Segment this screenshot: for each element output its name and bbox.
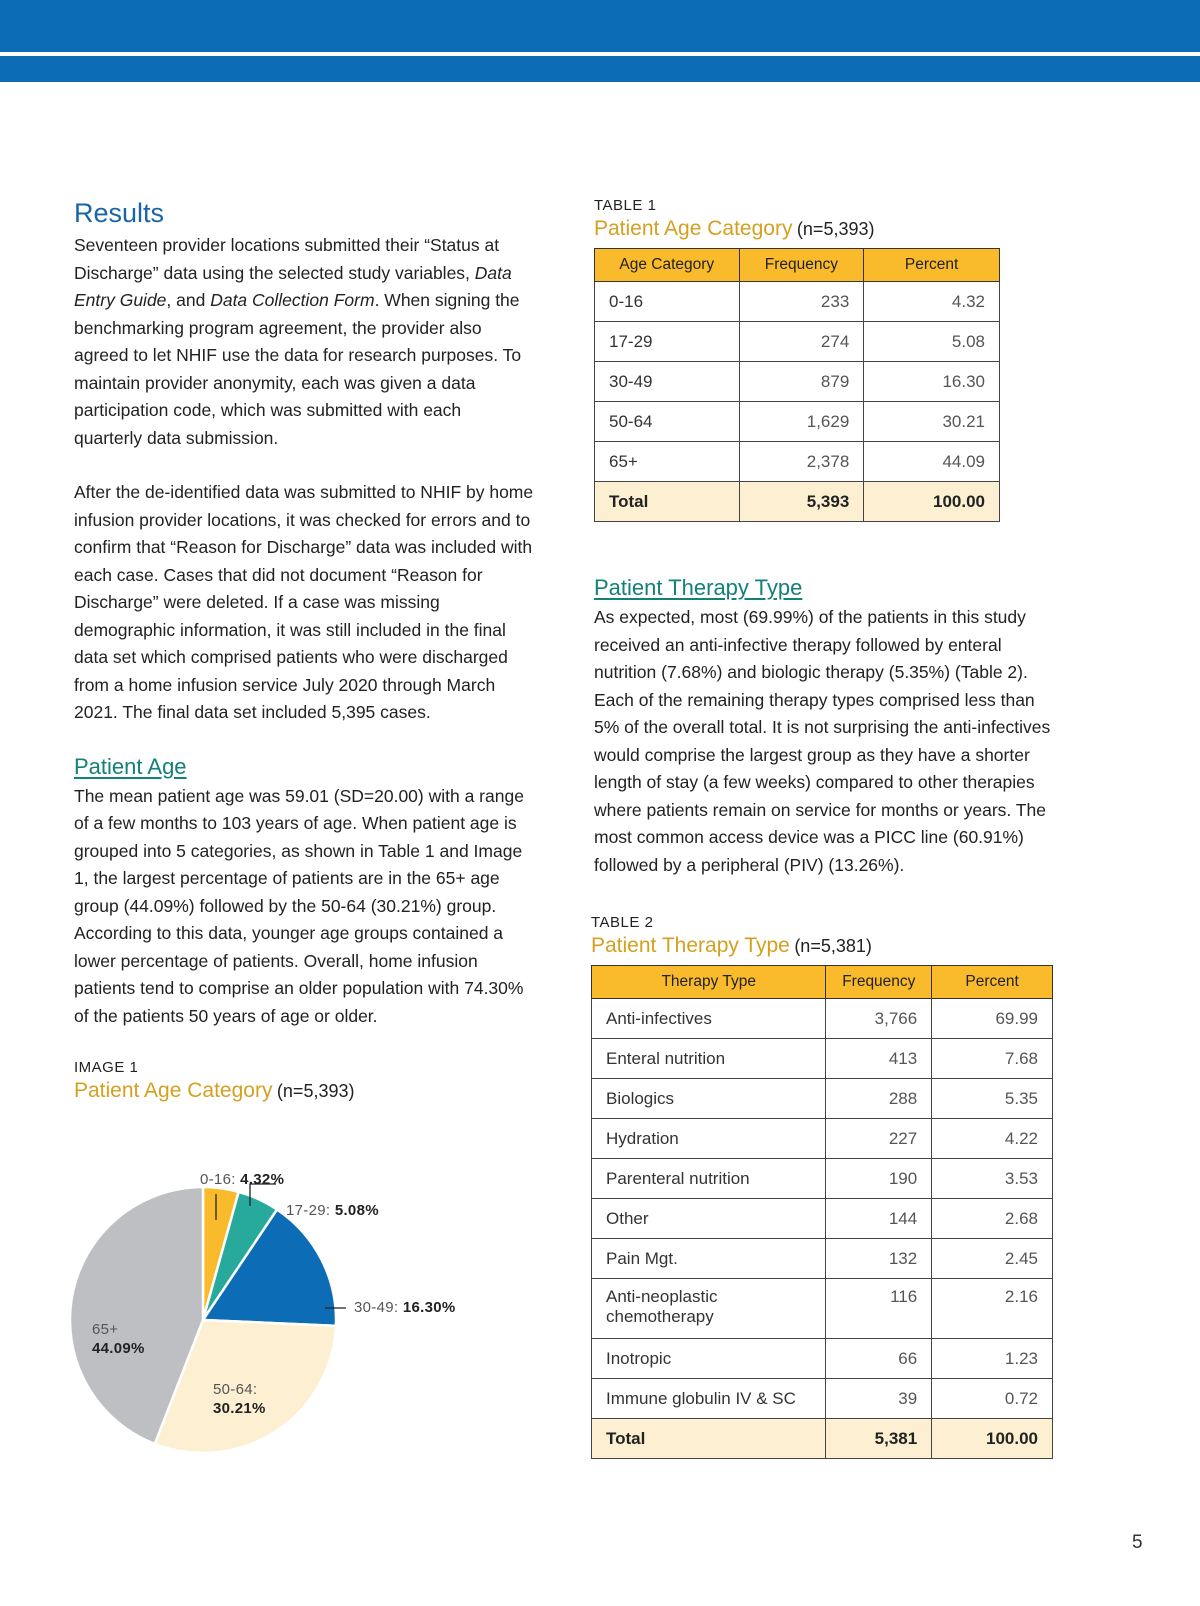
- results-paragraph-2: After the de-identified data was submitted to NHIF by home infusion provider locations, it was checked for errors and to confirm that “Reason for Discharge” data was included with each case. Cases that did not document “Reason for Discharge” were deleted. If a case was missing demographic information, it was still included in the final data set which comprised patients who were discharged from a home infusion service July 2020 through March 2021. The final data set included 5,395 cases.: [74, 482, 534, 722]
- table1-n: (n=5,393): [796, 219, 875, 239]
- table1-label: TABLE 1: [594, 197, 657, 214]
- table-cell: 144: [826, 1199, 932, 1239]
- age-pie-chart: [0, 1140, 600, 1470]
- table-cell: 17-29: [595, 322, 740, 362]
- table-cell: Total: [592, 1419, 826, 1459]
- pie-label-50-64: 50-64: 30.21%: [213, 1381, 266, 1417]
- table-row: [595, 362, 1000, 402]
- table-cell: 66: [826, 1339, 932, 1379]
- table-cell: Pain Mgt.: [592, 1239, 826, 1279]
- table-cell: 39: [826, 1379, 932, 1419]
- table-cell: Biologics: [592, 1079, 826, 1119]
- table-cell: Enteral nutrition: [592, 1039, 826, 1079]
- results-text-data-collection-form: Data Collection Form: [210, 290, 375, 310]
- table-row: [592, 1239, 1053, 1279]
- table1-header-percent: Percent: [864, 249, 1000, 282]
- table-row: [592, 1339, 1053, 1379]
- table-row: [592, 1279, 1053, 1339]
- table1-title: Patient Age Category: [594, 217, 793, 240]
- table-cell: 5.08: [864, 322, 1000, 362]
- table-cell: 5,381: [826, 1419, 932, 1459]
- table-cell: 879: [739, 362, 864, 402]
- results-heading: Results: [74, 198, 165, 228]
- table-row: [592, 1119, 1053, 1159]
- table-row: [595, 282, 1000, 322]
- table-cell: 16.30: [864, 362, 1000, 402]
- header-band: [0, 0, 1200, 52]
- table-cell: 132: [826, 1239, 932, 1279]
- table2-title: Patient Therapy Type: [591, 934, 790, 957]
- image1-title: Patient Age Category: [74, 1079, 273, 1102]
- table-cell: 288: [826, 1079, 932, 1119]
- patient-age-heading: Patient Age: [74, 753, 187, 779]
- table-cell: Hydration: [592, 1119, 826, 1159]
- table-cell: 3,766: [826, 999, 932, 1039]
- image1-caption: [74, 1058, 534, 1104]
- pie-label-30-49: 30-49: 16.30%: [354, 1299, 456, 1316]
- pie-label-65plus: 65+ 44.09%: [92, 1321, 145, 1357]
- table-cell: Immune globulin IV & SC: [592, 1379, 826, 1419]
- pie-label-0-16: 0-16: 4.32%: [200, 1171, 285, 1188]
- table2-header-percent: Percent: [932, 966, 1053, 999]
- table-row: [592, 1379, 1053, 1419]
- table-cell: 274: [739, 322, 864, 362]
- table2-header-row: [592, 966, 1053, 999]
- results-text-3: . When signing the benchmarking program agreement, the provider also agreed to let NHIF use the data for research purposes. To maintain provider anonymity, each was given a data participation code, which was submitted with each quarterly data submission.: [74, 290, 522, 448]
- table1-title-line: [594, 216, 1064, 242]
- table-row: [592, 1039, 1053, 1079]
- table-cell: 413: [826, 1039, 932, 1079]
- table-cell: 2.68: [932, 1199, 1053, 1239]
- table-row: [595, 402, 1000, 442]
- table2-header-therapy-type: Therapy Type: [592, 966, 826, 999]
- table-cell: Anti-neoplastic chemotherapy: [592, 1279, 826, 1339]
- table-row: [595, 322, 1000, 362]
- results-text-2: , and: [166, 290, 211, 310]
- page-number: 5: [1132, 1532, 1143, 1553]
- table-cell: 30.21: [864, 402, 1000, 442]
- table-cell: 1,629: [739, 402, 864, 442]
- table-cell: 0.72: [932, 1379, 1053, 1419]
- table2-total-row: [592, 1419, 1053, 1459]
- table-row: [592, 1159, 1053, 1199]
- table-row: [595, 442, 1000, 482]
- table-row: [592, 999, 1053, 1039]
- table-cell: 5,393: [739, 482, 864, 522]
- table1-header-frequency: Frequency: [739, 249, 864, 282]
- table-cell: 50-64: [595, 402, 740, 442]
- table-row: [592, 1079, 1053, 1119]
- table-cell: 7.68: [932, 1039, 1053, 1079]
- left-column: [74, 196, 534, 1104]
- table-cell: Other: [592, 1199, 826, 1239]
- table-cell: 69.99: [932, 999, 1053, 1039]
- table-row: [592, 1199, 1053, 1239]
- table-cell: 0-16: [595, 282, 740, 322]
- table-cell: Inotropic: [592, 1339, 826, 1379]
- table1-total-row: [595, 482, 1000, 522]
- table-cell: 3.53: [932, 1159, 1053, 1199]
- table-cell: 44.09: [864, 442, 1000, 482]
- results-text-1: Seventeen provider locations submitted their “Status at Discharge” data using the selected study variables,: [74, 235, 500, 283]
- table-cell: 30-49: [595, 362, 740, 402]
- table-cell: 2.16: [932, 1279, 1053, 1339]
- table1-header-age-category: Age Category: [595, 249, 740, 282]
- table-cell: Anti-infectives: [592, 999, 826, 1039]
- table-cell: 1.23: [932, 1339, 1053, 1379]
- table2-n: (n=5,381): [794, 936, 872, 956]
- table-cell: 116: [826, 1279, 932, 1339]
- table2-label: TABLE 2: [591, 914, 654, 931]
- table-cell: Parenteral nutrition: [592, 1159, 826, 1199]
- table2: [591, 965, 1053, 1459]
- table-cell: 65+: [595, 442, 740, 482]
- image1-n: (n=5,393): [276, 1081, 355, 1101]
- table-cell: Total: [595, 482, 740, 522]
- table-cell: 233: [739, 282, 864, 322]
- table-cell: 100.00: [932, 1419, 1053, 1459]
- table1: [594, 248, 1000, 522]
- image1-title-line: [74, 1078, 534, 1104]
- table-cell: 2,378: [739, 442, 864, 482]
- table-cell: 2.45: [932, 1239, 1053, 1279]
- table-cell: 190: [826, 1159, 932, 1199]
- image1-label: IMAGE 1: [74, 1059, 139, 1076]
- header-band-lower: [0, 56, 1200, 82]
- table-cell: 4.22: [932, 1119, 1053, 1159]
- therapy-paragraph: As expected, most (69.99%) of the patients in this study received an anti-infective therapy followed by enteral nutrition (7.68%) and biologic therapy (5.35%) (Table 2). Each of the remaining therapy types comprised less than 5% of the overall total. It is not surprising the anti-infectives would comprise the largest group as they have a shorter length of stay (a few weeks) compared to other therapies where patients remain on service for months or years. The most common access device was a PICC line (60.91%) followed by a peripheral (PIV) (13.26%).: [594, 607, 1051, 875]
- right-column: [591, 196, 1064, 1459]
- table2-header-frequency: Frequency: [826, 966, 932, 999]
- table-cell: 4.32: [864, 282, 1000, 322]
- therapy-heading: Patient Therapy Type: [594, 575, 803, 600]
- table-cell: 100.00: [864, 482, 1000, 522]
- results-text-data-entry-guide: Data Entry Guide: [74, 262, 512, 310]
- table1-header-row: [595, 249, 1000, 282]
- patient-age-paragraph: The mean patient age was 59.01 (SD=20.00) with a range of a few months to 103 years of age. When patient age is grouped into 5 categories, as shown in Table 1 and Image 1, the largest percentage of patients are in the 65+ age group (44.09%) followed by the 50-64 (30.21%) group. According to this data, younger age groups contained a lower percentage of patients. Overall, home infusion patients tend to comprise an older population with 74.30% of the patients 50 years of age or older.: [74, 785, 524, 1026]
- table2-title-line: [591, 933, 1064, 959]
- table2-caption: [591, 913, 1064, 959]
- results-paragraph-1: [74, 232, 534, 452]
- pie-label-17-29: 17-29: 5.08%: [286, 1202, 379, 1219]
- table1-caption: [594, 196, 1064, 242]
- table-cell: 227: [826, 1119, 932, 1159]
- table-cell: 5.35: [932, 1079, 1053, 1119]
